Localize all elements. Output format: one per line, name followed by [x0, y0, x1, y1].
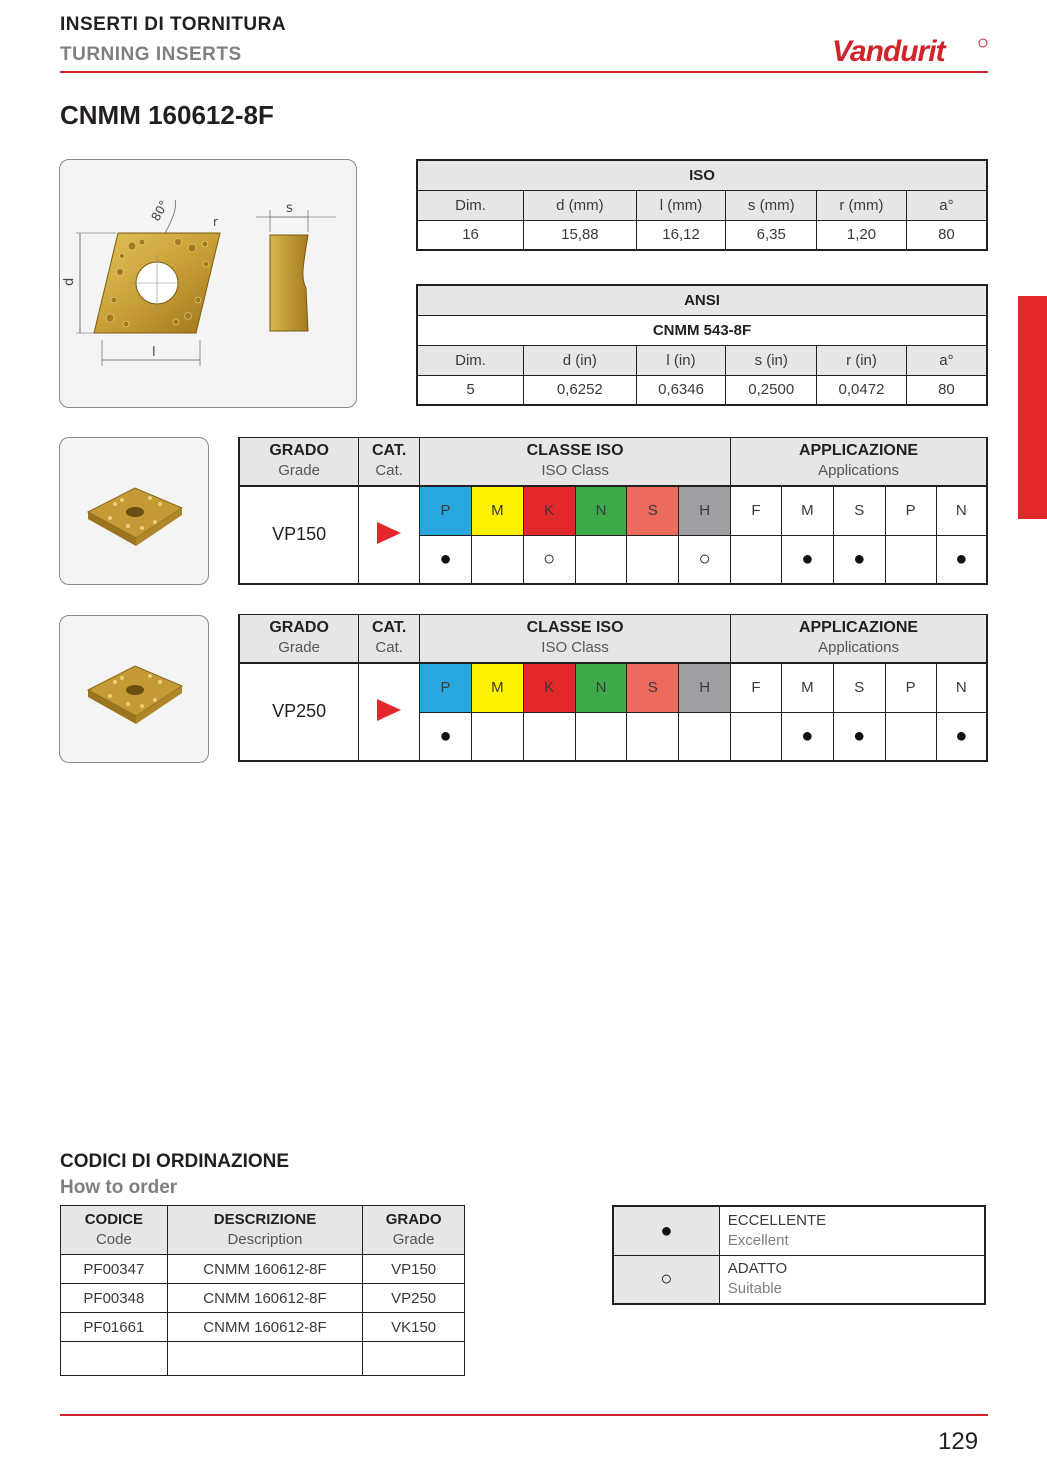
table-row [61, 1313, 465, 1342]
order-description: CNMM 160612-8F [167, 1313, 362, 1342]
category-marker [359, 663, 420, 761]
dim-l-label: l [152, 345, 156, 360]
header-cell: s (in) [726, 345, 817, 375]
header-cell: s (mm) [726, 190, 817, 220]
rating-mark [523, 713, 575, 761]
app-f: F [731, 486, 782, 536]
header-cell: a° [906, 190, 987, 220]
product-title: CNMM 160612-8F [60, 100, 274, 130]
red-triangle-icon [377, 699, 401, 721]
order-code: PF00347 [61, 1255, 168, 1284]
rating-legend [612, 1205, 986, 1305]
rating-mark: ● [936, 536, 987, 584]
iso-class-m: M [471, 486, 523, 536]
value-cell: 16,12 [636, 220, 726, 250]
value-cell: 6,35 [726, 220, 817, 250]
header-cell: d (mm) [524, 190, 637, 220]
grado-header: GRADO Grade [239, 438, 359, 486]
value-cell: 16 [417, 220, 524, 250]
insert-photo [60, 438, 210, 586]
rating-mark: ● [781, 536, 833, 584]
header-cell: r (in) [817, 345, 907, 375]
order-title: CODICI DI ORDINAZIONE [60, 1151, 290, 1172]
header-cell: l (mm) [636, 190, 726, 220]
iso-class-n: N [575, 663, 627, 713]
ansi-dimension-table [416, 284, 988, 406]
insert-image-vp250 [59, 615, 209, 763]
rating-mark: ○ [679, 536, 731, 584]
rating-mark [627, 536, 679, 584]
value-cell: 5 [417, 375, 524, 405]
rating-mark: ● [833, 536, 885, 584]
iso-class-p: P [420, 486, 472, 536]
column-header: DESCRIZIONE Description [167, 1206, 362, 1255]
rating-mark: ○ [523, 536, 575, 584]
legend-label: ECCELLENTE Excellent [719, 1206, 985, 1255]
app-s: S [833, 486, 885, 536]
grade-name: VP150 [239, 486, 359, 584]
app-s: S [833, 663, 885, 713]
rating-mark: ● [936, 713, 987, 761]
table-row [61, 1342, 465, 1376]
order-code: PF00348 [61, 1284, 168, 1313]
iso-class-h: H [679, 663, 731, 713]
order-subtitle: How to order [60, 1177, 178, 1198]
order-code: PF01661 [61, 1313, 168, 1342]
grade-table-vp150 [238, 437, 988, 585]
app-n: N [936, 663, 987, 713]
red-triangle-icon [377, 522, 401, 544]
category-marker [359, 486, 420, 584]
insert-image-vp150 [59, 437, 209, 585]
header-divider [60, 71, 988, 73]
dimension-drawing [60, 160, 358, 409]
value-cell: 1,20 [817, 220, 907, 250]
ansi-code: CNMM 543-8F [417, 315, 987, 345]
dim-s-label: s [286, 201, 293, 216]
table-row [61, 1255, 465, 1284]
ansi-table-title: ANSI [417, 285, 987, 315]
rating-mark [679, 713, 731, 761]
iso-class-h: H [679, 486, 731, 536]
iso-class-header: CLASSE ISO ISO Class [420, 615, 731, 663]
dim-d-label: d [62, 277, 77, 286]
rating-mark [627, 713, 679, 761]
rating-mark: ● [833, 713, 885, 761]
order-description: CNMM 160612-8F [167, 1284, 362, 1313]
rating-mark: ● [781, 713, 833, 761]
value-cell: 80 [906, 220, 987, 250]
brand-name: Vandurit [832, 35, 945, 68]
app-p: P [885, 663, 936, 713]
insert-diagram [59, 159, 357, 408]
value-cell: 0,2500 [726, 375, 817, 405]
order-description: CNMM 160612-8F [167, 1255, 362, 1284]
app-m: M [781, 486, 833, 536]
value-cell: 15,88 [524, 220, 637, 250]
rating-mark [731, 536, 782, 584]
header-cell: l (in) [636, 345, 726, 375]
cat-header: CAT. Cat. [359, 438, 420, 486]
rating-mark [471, 713, 523, 761]
header-cell: d (in) [524, 345, 637, 375]
cat-header: CAT. Cat. [359, 615, 420, 663]
iso-class-k: K [523, 663, 575, 713]
angle-label: 80° [148, 198, 172, 224]
legend-label: ADATTO Suitable [719, 1255, 985, 1304]
grado-header: GRADO Grade [239, 615, 359, 663]
section-title: INSERTI DI TORNITURA [60, 14, 287, 35]
iso-class-p: P [420, 663, 472, 713]
value-cell: 0,6252 [524, 375, 637, 405]
value-cell: 80 [906, 375, 987, 405]
excellent-symbol: ● [613, 1206, 719, 1255]
iso-class-k: K [523, 486, 575, 536]
page-number: 129 [938, 1428, 979, 1455]
footer-divider [60, 1414, 988, 1416]
column-header: GRADO Grade [363, 1206, 465, 1255]
suitable-symbol: ○ [613, 1255, 719, 1304]
app-m: M [781, 663, 833, 713]
rating-mark [471, 536, 523, 584]
iso-class-s: S [627, 486, 679, 536]
applications-header: APPLICAZIONE Applications [731, 438, 987, 486]
rating-mark: ● [420, 536, 472, 584]
order-code-table [60, 1205, 465, 1376]
rating-mark [885, 713, 936, 761]
app-p: P [885, 486, 936, 536]
iso-dimension-table [416, 159, 988, 251]
rating-mark [575, 536, 627, 584]
iso-table-title: ISO [417, 160, 987, 190]
column-header: CODICE Code [61, 1206, 168, 1255]
iso-class-header: CLASSE ISO ISO Class [420, 438, 731, 486]
order-grade: VP250 [363, 1284, 465, 1313]
applications-header: APPLICAZIONE Applications [731, 615, 987, 663]
vandurit-logo [830, 34, 990, 68]
iso-class-s: S [627, 663, 679, 713]
radius-label: r [213, 215, 218, 229]
rating-mark: ● [420, 713, 472, 761]
rating-mark [731, 713, 782, 761]
iso-class-m: M [471, 663, 523, 713]
section-subtitle: TURNING INSERTS [60, 44, 242, 65]
insert-photo [60, 616, 210, 764]
section-tab [1018, 296, 1047, 519]
order-grade: VK150 [363, 1313, 465, 1342]
header-cell: r (mm) [817, 190, 907, 220]
iso-class-n: N [575, 486, 627, 536]
grade-name: VP250 [239, 663, 359, 761]
app-f: F [731, 663, 782, 713]
header-cell: a° [906, 345, 987, 375]
grade-table-vp250 [238, 614, 988, 762]
rating-mark [575, 713, 627, 761]
header-cell: Dim. [417, 345, 524, 375]
value-cell: 0,0472 [817, 375, 907, 405]
table-row [61, 1284, 465, 1313]
header-cell: Dim. [417, 190, 524, 220]
app-n: N [936, 486, 987, 536]
value-cell: 0,6346 [636, 375, 726, 405]
rating-mark [885, 536, 936, 584]
order-grade: VP150 [363, 1255, 465, 1284]
